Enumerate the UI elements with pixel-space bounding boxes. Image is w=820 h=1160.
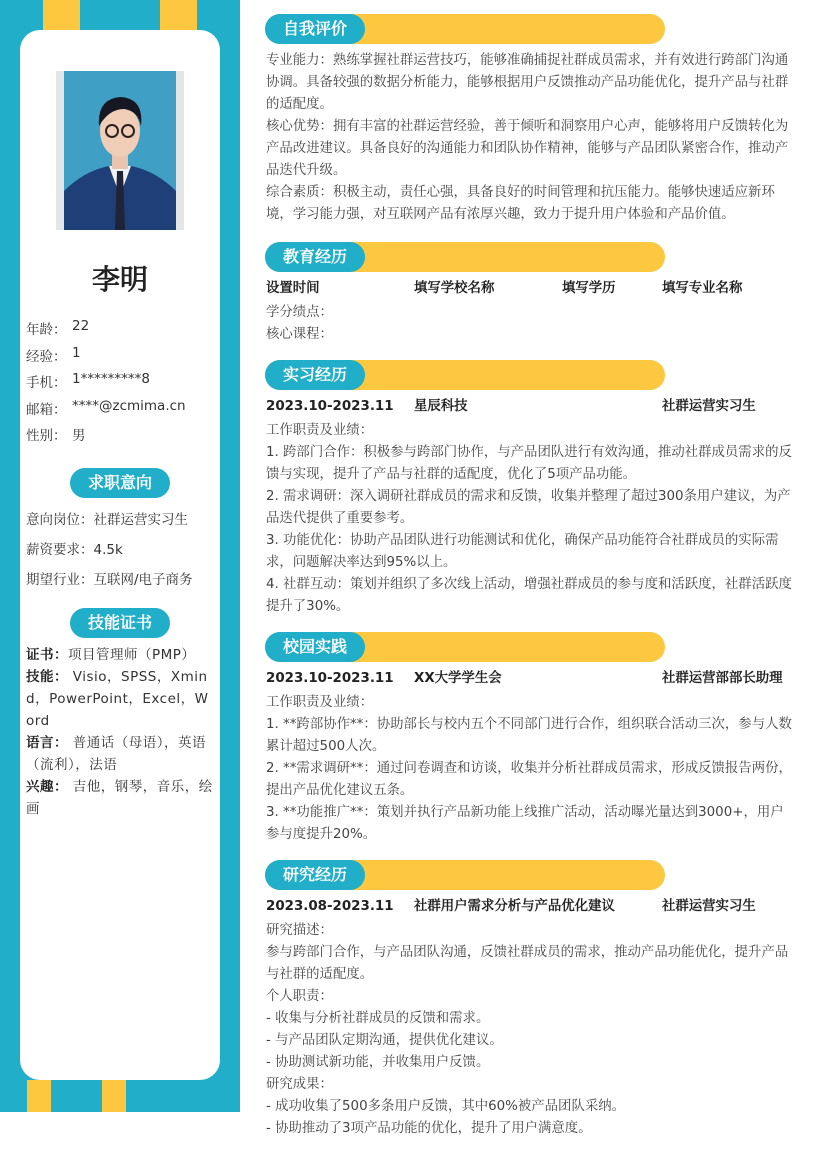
campus-section (266, 632, 796, 846)
skill-value: 吉他，钢琴，音乐，绘画 (26, 779, 213, 817)
info-label: 手机： (26, 375, 67, 391)
skills-list (26, 644, 214, 820)
self-evaluation-section (266, 14, 796, 226)
education-row (266, 278, 796, 300)
edu-degree: 填写学历 (562, 281, 616, 296)
skill-value: Visio，SPSS，Xmind，PowerPoint，Excel，Word (26, 669, 209, 729)
info-label: 经验： (26, 348, 67, 365)
section-header (265, 242, 665, 272)
edu-school: 填写学校名称 (414, 281, 495, 296)
experience-row (266, 396, 796, 418)
skill-label: 证书： (26, 647, 68, 663)
skill-value: 项目管理师（PMP） (68, 647, 196, 663)
edu-time: 设置时间 (266, 281, 320, 296)
basic-info (26, 318, 186, 451)
section-header (265, 860, 665, 890)
paragraph: 专业能力：熟练掌握社群运营技巧，能够准确捕捉社群成员需求，并有效进行跨部门沟通协调。具备较强的数据分析能力，能够根据用户反馈推动产品功能优化，提升产品与社群的适配度。 (266, 53, 789, 112)
stripe-decoration (102, 1080, 126, 1112)
education-section (266, 242, 796, 346)
intent-item: 意向岗位：社群运营实习生 (26, 512, 188, 528)
stripe-decoration (43, 0, 80, 30)
detail-line: 工作职责及业绩： (266, 423, 374, 438)
detail-line: - 协助测试新功能，并收集用户反馈。 (266, 1055, 490, 1070)
section-header (265, 632, 665, 662)
experience-row (266, 668, 796, 690)
detail-line: 研究描述： (266, 923, 333, 938)
info-value: 22 (72, 318, 90, 334)
detail-line: 参与跨部门合作，与产品团队沟通，反馈社群成员的需求，推动产品功能优化，提升产品与社群的适配度。 (266, 945, 789, 982)
stripe-decoration (160, 0, 197, 30)
detail-line: 4. 社群互动：策划并组织了多次线上活动，增强社群成员的参与度和活跃度，社群活跃度提升了30%。 (266, 577, 792, 614)
detail-line: 2. **需求调研**：通过问卷调查和访谈，收集并分析社群成员需求，形成反馈报告两份，提出产品优化建议五条。 (266, 761, 792, 798)
skill-label: 语言： (26, 735, 68, 751)
paragraph: 综合素质：积极主动，责任心强，具备良好的时间管理和抗压能力。能够快速适应新环境，学习能力强，对互联网产品有浓厚兴趣，致力于提升用户体验和产品价值。 (266, 185, 775, 222)
info-value: ****@zcmima.cn (72, 397, 186, 414)
role: 社群运营部部长助理 (662, 671, 783, 686)
date: 2023.10-2023.11 (266, 399, 394, 414)
skill-label: 技能： (26, 669, 68, 685)
section-title: 教育经历 (265, 242, 365, 272)
detail-line: - 与产品团队定期沟通，提供优化建议。 (266, 1033, 503, 1048)
organization: 星辰科技 (414, 399, 468, 414)
section-header (265, 14, 665, 44)
main-content (266, 14, 796, 1150)
sidebar (0, 0, 240, 1112)
date: 2023.10-2023.11 (266, 671, 394, 686)
section-header (265, 360, 665, 390)
info-value: 1 (72, 344, 81, 361)
stripe-decoration (27, 1080, 51, 1112)
edu-line: 核心课程： (266, 327, 333, 342)
info-label: 邮箱： (26, 401, 67, 418)
info-value: 男 (72, 428, 86, 444)
research-section (266, 860, 796, 1140)
section-title: 实习经历 (265, 360, 365, 390)
detail-line: - 协助推动了3项产品功能的优化，提升了用户满意度。 (266, 1121, 592, 1136)
detail-line: 3. 功能优化：协助产品团队进行功能测试和优化，确保产品功能符合社群成员的实际需求，问题解决率达到95%以上。 (266, 533, 779, 570)
detail-line: 2. 需求调研：深入调研社群成员的需求和反馈，收集并整理了超过300条用户建议，为产品迭代提供了重要参考。 (266, 489, 791, 526)
info-label: 年龄： (26, 322, 67, 338)
paragraph: 核心优势：拥有丰富的社群运营经验，善于倾听和洞察用户心声，能够将用户反馈转化为产品改进建议。具备良好的沟通能力和团队协作精神，能够与产品团队紧密合作，推动产品迭代升级。 (266, 119, 789, 178)
skill-label: 兴趣： (26, 779, 68, 795)
detail-line: 个人职责： (266, 989, 333, 1004)
detail-line: 1. **跨部协作**：协助部长与校内五个不同部门进行合作，组织联合活动三次，参与人数累计超过500人次。 (266, 717, 792, 754)
intent-item: 期望行业：互联网/电子商务 (26, 572, 193, 588)
role: 社群运营实习生 (662, 899, 756, 914)
info-label: 性别： (26, 428, 67, 444)
organization: 社群用户需求分析与产品优化建议 (414, 899, 615, 914)
intent-list (26, 508, 193, 598)
edu-line: 学分绩点： (266, 305, 333, 320)
info-value: 1*********8 (72, 371, 150, 387)
detail-line: 工作职责及业绩： (266, 695, 374, 710)
skills-heading: 技能证书 (70, 608, 170, 638)
detail-line: - 收集与分析社群成员的反馈和需求。 (266, 1011, 490, 1026)
candidate-name: 李明 (91, 263, 148, 296)
detail-line: 研究成果： (266, 1077, 333, 1092)
date: 2023.08-2023.11 (266, 899, 394, 914)
internship-section (266, 360, 796, 618)
organization: XX大学学生会 (414, 671, 502, 686)
profile-photo (56, 71, 184, 230)
skill-value: 普通话（母语），英语（流利），法语 (26, 735, 207, 773)
experience-row (266, 896, 796, 918)
section-title: 研究经历 (265, 860, 365, 890)
edu-major: 填写专业名称 (662, 281, 743, 296)
detail-line: 3. **功能推广**：策划并执行产品新功能上线推广活动，活动曝光量达到3000+，用户参与度提升20%。 (266, 805, 784, 842)
detail-line: - 成功收集了500多条用户反馈，其中60%被产品团队采纳。 (266, 1099, 626, 1114)
section-title: 自我评价 (265, 14, 365, 44)
role: 社群运营实习生 (662, 399, 756, 414)
intent-heading: 求职意向 (70, 468, 170, 498)
profile-card (20, 30, 220, 1080)
section-title: 校园实践 (265, 632, 365, 662)
intent-item: 薪资要求：4.5k (26, 542, 123, 558)
detail-line: 1. 跨部门合作：积极参与跨部门协作，与产品团队进行有效沟通，推动社群成员需求的反馈与实现，提升了产品与社群的适配度，优化了5项产品功能。 (266, 445, 792, 482)
